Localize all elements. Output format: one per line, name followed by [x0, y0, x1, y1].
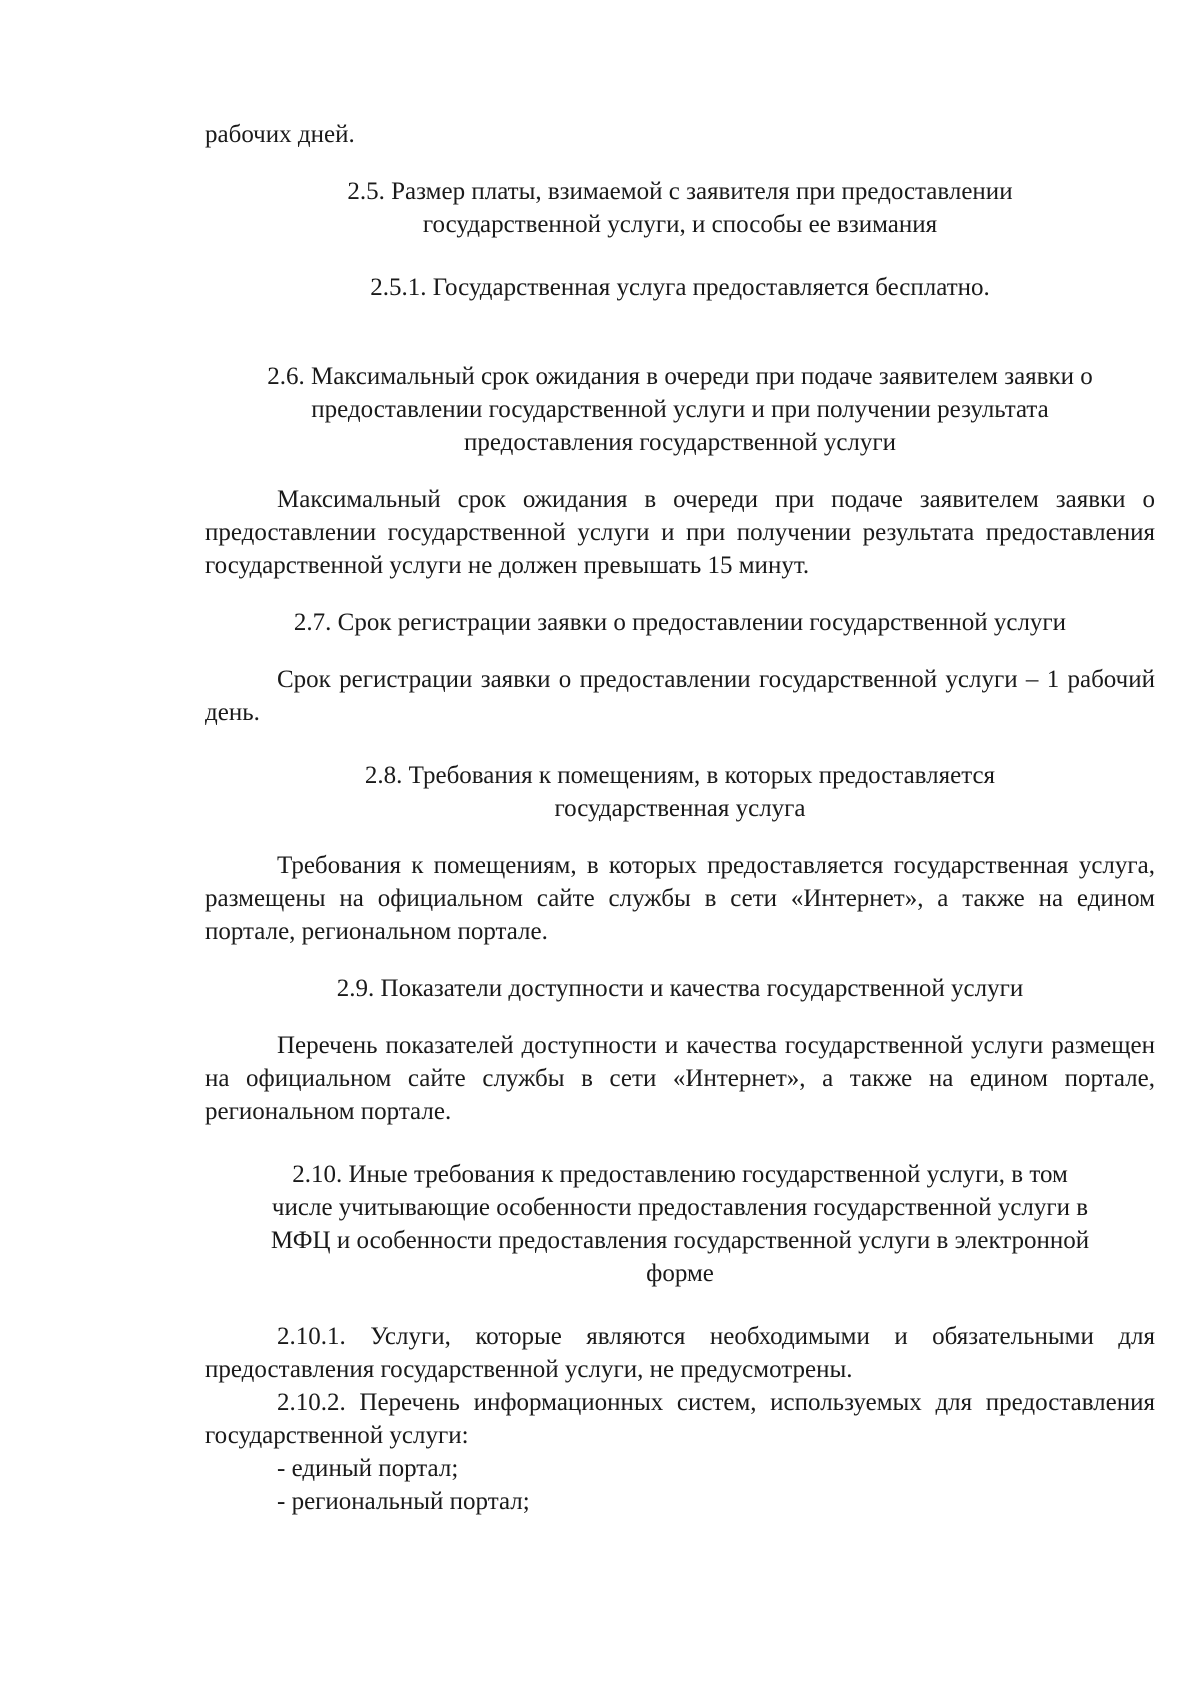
section-2-9	[205, 972, 1155, 1128]
section-2-5-heading-line2: государственной услуги, и способы ее взимания	[422, 211, 938, 238]
section-2-6-heading-line2: предоставлении государственной услуги и при получении результата	[311, 396, 1049, 423]
section-2-9-heading: 2.9. Показатели доступности и качества государственной услуги	[336, 975, 1024, 1002]
section-2-7-heading: 2.7. Срок регистрации заявки о предоставлении государственной услуги	[293, 609, 1067, 636]
section-2-10-1-paragraph: 2.10.1. Услуги, которые являются необходимыми и обязательными для предоставления государственной услуги, не предусмотрены.	[205, 1323, 1155, 1383]
section-2-6-paragraph: Максимальный срок ожидания в очереди при подаче заявителем заявки о предоставлении государственной услуги и при получении результата предоставления государственной услуги не должен превышать 15 минут.	[205, 486, 1155, 579]
list-item: - единый портал;	[277, 1455, 459, 1482]
section-2-7-paragraph: Срок регистрации заявки о предоставлении государственной услуги – 1 рабочий день.	[205, 666, 1155, 726]
continuation-text: рабочих дней.	[205, 121, 355, 148]
section-2-8-heading-line1: 2.8. Требования к помещениям, в которых предоставляется	[364, 762, 996, 789]
section-2-6-heading-line1: 2.6. Максимальный срок ожидания в очереди при подаче заявителем заявки о	[267, 363, 1093, 390]
section-2-10-heading-line4: форме	[646, 1260, 714, 1287]
section-2-9-paragraph: Перечень показателей доступности и качества государственной услуги размещен на официальном сайте службы в сети «Интернет», а также на едином портале, региональном портале.	[205, 1032, 1155, 1125]
section-2-8-heading-line2: государственная услуга	[554, 795, 806, 822]
section-2-8-paragraph: Требования к помещениям, в которых предоставляется государственная услуга, размещены на официальном сайте службы в сети «Интернет», а также на едином портале, региональном портале.	[205, 852, 1155, 945]
section-2-7	[205, 606, 1155, 729]
section-2-6	[205, 360, 1155, 582]
document-page	[205, 118, 1155, 1518]
section-2-5-1-text: 2.5.1. Государственная услуга предоставляется бесплатно.	[370, 274, 990, 301]
section-2-6-heading-line3: предоставления государственной услуги	[463, 429, 897, 456]
list-item: - региональный портал;	[277, 1488, 530, 1515]
section-2-5	[205, 175, 1155, 304]
section-2-10-heading-line3: МФЦ и особенности предоставления государственной услуги в электронной	[270, 1227, 1090, 1254]
section-2-10-2-paragraph: 2.10.2. Перечень информационных систем, используемых для предоставления государственной услуги:	[205, 1389, 1155, 1449]
section-2-8	[205, 759, 1155, 948]
section-2-10-heading-line2: числе учитывающие особенности предоставления государственной услуги в	[271, 1194, 1089, 1221]
section-2-5-heading-line1: 2.5. Размер платы, взимаемой с заявителя при предоставлении	[347, 178, 1013, 205]
section-2-10-heading-line1: 2.10. Иные требования к предоставлению государственной услуги, в том	[292, 1161, 1068, 1188]
section-2-10	[205, 1158, 1155, 1518]
